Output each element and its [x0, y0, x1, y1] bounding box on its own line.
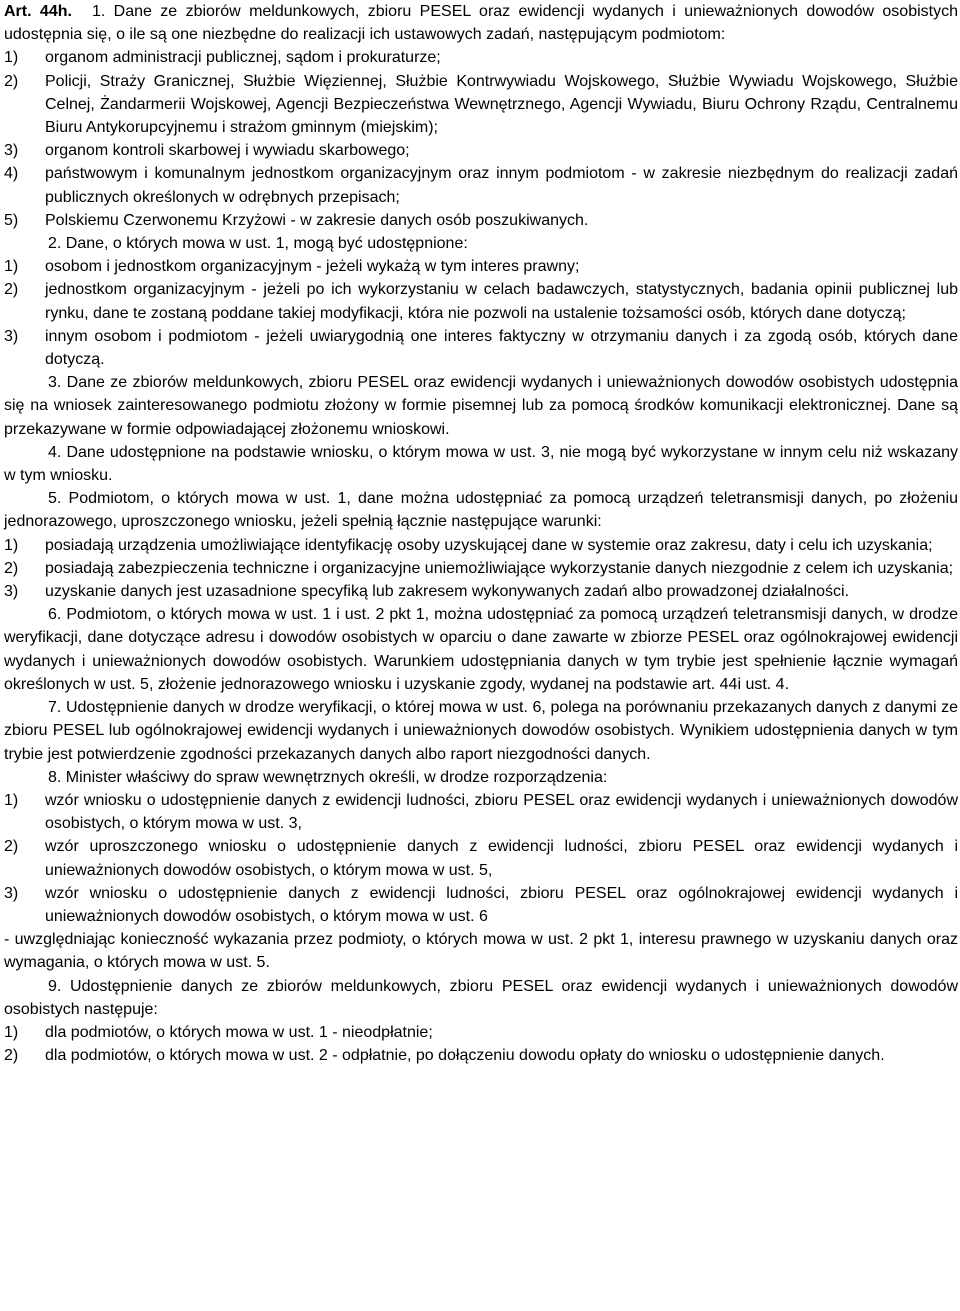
- list-item: [4, 162, 958, 208]
- item-text: wzór uproszczonego wniosku o udostępnienie danych z ewidencji ludności, zbioru PESEL oraz ewidencji wydanych i unieważnionych dowodów osobistych, o którym mowa w ust. 5,: [45, 838, 958, 879]
- item-number: 3): [4, 327, 19, 345]
- item-number: 1): [4, 791, 19, 809]
- list-item: [4, 70, 958, 140]
- item-text: wzór wniosku o udostępnienie danych z ewidencji ludności, zbioru PESEL oraz ewidencji wydanych i unieważnionych dowodów osobistych, o którym mowa w ust. 3,: [45, 791, 958, 833]
- list-item: [4, 139, 958, 162]
- section-4: 4. Dane udostępnione na podstawie wniosku, o którym mowa w ust. 3, nie mogą być wykorzystane w innym celu niż wskazany w tym wniosku.: [4, 443, 958, 485]
- list-item: [4, 325, 958, 371]
- item-text: organom administracji publicznej, sądom i prokuraturze;: [45, 49, 441, 67]
- item-text: Policji, Straży Granicznej, Służbie Więziennej, Służbie Kontrwywiadu Wojskowego, Służbie Wywiadu Wojskowego, Służbie Celnej, Żandarmerii Wojskowej, Agencji Bezpieczeństwa Wewnętrznego, Agencji Wywiadu, Biuru Ochrony Rządu, Centralnemu Biuru Antykorupcyjnemu i strażom gminnym (miejskim);: [45, 72, 958, 137]
- item-text: uzyskanie danych jest uzasadnione specyfiką lub zakresem wykonywanych zadań albo prowadzonej działalności.: [45, 583, 850, 601]
- item-number: 1): [4, 49, 19, 67]
- item-number: 2): [4, 1047, 19, 1065]
- item-number: 1): [4, 258, 19, 276]
- section-5: 5. Podmiotom, o których mowa w ust. 1, dane można udostępniać za pomocą urządzeń teletransmisji danych, po złożeniu jednorazowego, uproszczonego wniosku, jeżeli spełnią łącznie następujące warunki:: [4, 490, 958, 531]
- section-9-list: [4, 1021, 958, 1067]
- item-text: Polskiemu Czerwonemu Krzyżowi - w zakresie danych osób poszukiwanych.: [45, 211, 589, 229]
- section-1-intro: 1. Dane ze zbiorów meldunkowych, zbioru PESEL oraz ewidencji wydanych i unieważnionych dowodów osobistych udostępnia się, o ile są one niezbędne do realizacji ich ustawowych zadań, następującym podmiotom:: [4, 3, 958, 44]
- item-number: 2): [4, 281, 19, 299]
- section-2: 2. Dane, o których mowa w ust. 1, mogą być udostępnione:: [48, 235, 468, 253]
- list-item: [4, 1021, 958, 1044]
- item-text: jednostkom organizacyjnym - jeżeli po ich wykorzystaniu w celach badawczych, statystycznych, badania opinii publicznej lub rynku, dane te zostaną poddane takiej modyfikacji, która nie pozwoli na ustalenie tożsamości osób, których dane dotyczą;: [45, 281, 958, 322]
- list-item: [4, 255, 958, 278]
- item-number: 3): [4, 583, 19, 601]
- list-item: [4, 789, 958, 835]
- list-item: [4, 1044, 958, 1067]
- article-label: Art. 44h.: [4, 3, 72, 20]
- list-item: [4, 209, 958, 232]
- item-number: 2): [4, 72, 19, 90]
- section-7: 7. Udostępnienie danych w drodze weryfikacji, o której mowa w ust. 6, polega na porównaniu przekazanych danych z danymi ze zbioru PESEL lub ogólnokrajowej ewidencji wydanych i unieważnionych dowodów osobistych. Wynikiem udostępnienia danych w tym trybie jest potwierdzenie zgodności przekazanych danych albo raport niezgodności danych.: [4, 699, 958, 763]
- item-number: 5): [4, 211, 19, 229]
- item-text: posiadają zabezpieczenia techniczne i organizacyjne uniemożliwiające wykorzystanie danych niezgodnie z celem ich uzyskania;: [45, 559, 954, 577]
- list-item: [4, 580, 958, 603]
- item-number: 4): [4, 165, 19, 183]
- item-number: 3): [4, 884, 19, 902]
- section-9: 9. Udostępnienie danych ze zbiorów meldunkowych, zbioru PESEL oraz ewidencji wydanych i unieważnionych dowodów osobistych następuje:: [4, 977, 958, 1018]
- section-8-list: [4, 789, 958, 928]
- list-item: [4, 46, 958, 69]
- section-1-list: [4, 46, 958, 232]
- list-item: [4, 557, 958, 580]
- section-2-list: [4, 255, 958, 371]
- list-item: [4, 882, 958, 928]
- item-text: organom kontroli skarbowej i wywiadu skarbowego;: [45, 142, 410, 160]
- item-text: innym osobom i podmiotom - jeżeli uwiarygodnią one interes faktyczny w otrzymaniu danych i za zgodą osób, których dane dotyczą.: [45, 327, 958, 369]
- section-8: 8. Minister właściwy do spraw wewnętrznych określi, w drodze rozporządzenia:: [48, 768, 608, 786]
- item-text: dla podmiotów, o których mowa w ust. 2 - odpłatnie, po dołączeniu dowodu opłaty do wniosku o udostępnienie danych.: [45, 1047, 885, 1065]
- list-item: [4, 534, 958, 557]
- item-text: osobom i jednostkom organizacyjnym - jeżeli wykażą w tym interes prawny;: [45, 258, 580, 276]
- item-text: dla podmiotów, o których mowa w ust. 1 - nieodpłatnie;: [45, 1023, 433, 1041]
- item-text: wzór wniosku o udostępnienie danych z ewidencji ludności, zbioru PESEL oraz ogólnokrajowej ewidencji wydanych i unieważnionych dowodów osobistych, o którym mowa w ust. 6: [45, 884, 958, 925]
- item-number: 2): [4, 559, 19, 577]
- article-intro: [4, 0, 958, 46]
- section-5-list: [4, 534, 958, 604]
- section-8-tail: - uwzględniając konieczność wykazania przez podmioty, o których mowa w ust. 2 pkt 1, interesu prawnego w uzyskaniu danych oraz wymagania, o których mowa w ust. 5.: [4, 931, 958, 972]
- section-3: 3. Dane ze zbiorów meldunkowych, zbioru PESEL oraz ewidencji wydanych i unieważnionych dowodów osobistych udostępnia się na wniosek zainteresowanego podmiotu złożony w formie pisemnej lub za pomocą środków komunikacji elektronicznej. Dane są przekazywane w formie odpowiadającej złożonemu wnioskowi.: [4, 374, 958, 438]
- item-text: państwowym i komunalnym jednostkom organizacyjnym oraz innym podmiotom - w zakresie niezbędnym do realizacji zadań publicznych określonych w odrębnych przepisach;: [45, 165, 958, 206]
- item-number: 3): [4, 142, 19, 160]
- item-number: 2): [4, 838, 19, 856]
- item-number: 1): [4, 1023, 19, 1041]
- item-number: 1): [4, 536, 19, 554]
- item-text: posiadają urządzenia umożliwiające identyfikację osoby uzyskującej dane w systemie oraz zakresu, daty i celu ich uzyskania;: [45, 536, 933, 554]
- section-6: 6. Podmiotom, o których mowa w ust. 1 i ust. 2 pkt 1, można udostępniać za pomocą urządzeń teletransmisji danych, w drodze weryfikacji, dane dotyczące adresu i dowodów osobistych w oparciu o dane zawarte w zbiorze PESEL oraz ogólnokrajowej ewidencji wydanych i unieważnionych dowodów osobistych. Warunkiem udostępniania danych w tym trybie jest spełnienie łącznie wymagań określonych w ust. 5, złożenie jednorazowego wniosku i uzyskanie zgody, wydanej na podstawie art. 44i ust. 4.: [4, 606, 958, 693]
- list-item: [4, 278, 958, 324]
- list-item: [4, 835, 958, 881]
